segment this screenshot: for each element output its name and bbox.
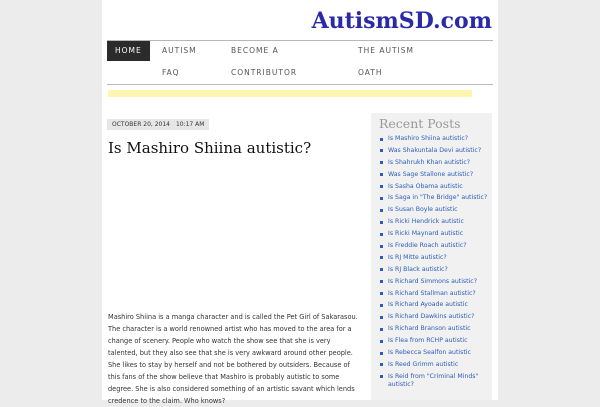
nav-item-become-a-contributor[interactable]: BECOME A <box>231 46 279 55</box>
recent-post-link[interactable]: Is Freddie Roach autistic? <box>380 242 490 250</box>
bullet-icon <box>380 375 383 378</box>
bullet-icon <box>380 340 383 343</box>
bullet-icon <box>380 256 383 259</box>
bullet-icon <box>380 149 383 152</box>
bullet-icon <box>380 209 383 212</box>
page <box>102 0 498 405</box>
nav-item-faq[interactable]: FAQ <box>162 68 180 77</box>
bullet-icon <box>380 173 383 176</box>
bullet-icon <box>380 304 383 307</box>
sidebar <box>371 113 492 400</box>
bullet-icon <box>380 292 383 295</box>
recent-post-link[interactable]: Is Reid from "Criminal Minds" autistic? <box>380 373 490 390</box>
sidebar-title: Recent Posts <box>379 116 461 131</box>
recent-post-link[interactable]: Is Richard Stallman autistic? <box>380 290 490 298</box>
recent-post-link[interactable]: Is Reed Grimm autistic <box>380 361 490 369</box>
recent-post-link[interactable]: Is Sasha Obama autistic <box>380 183 490 191</box>
recent-post-link[interactable]: Is RJ Black autistic? <box>380 266 490 274</box>
post-title[interactable]: Is Mashiro Shiina autistic? <box>108 139 312 157</box>
recent-post-link[interactable]: Is Saga in "The Bridge" autistic? <box>380 194 490 202</box>
nav-item-oath-line[interactable]: OATH <box>358 68 383 77</box>
nav-item-the-autism-oath[interactable]: THE AUTISM <box>358 46 414 55</box>
recent-post-link[interactable]: Is Ricki Hendrick autistic <box>380 218 490 226</box>
bullet-icon <box>380 363 383 366</box>
recent-post-link[interactable]: Is RJ Mitte autistic? <box>380 254 490 262</box>
main-nav <box>107 40 493 85</box>
post-date: OCTOBER 20, 2014 <box>112 121 171 128</box>
bullet-icon <box>380 316 383 319</box>
recent-post-link[interactable]: Is Richard Simmons autistic? <box>380 278 490 286</box>
recent-post-link[interactable]: Is Ricki Maynard autistic <box>380 230 490 238</box>
nav-item-contributor-line[interactable]: CONTRIBUTOR <box>231 68 298 77</box>
site-title[interactable]: AutismSD.com <box>311 8 492 34</box>
bullet-icon <box>380 233 383 236</box>
bullet-icon <box>380 138 383 141</box>
bullet-icon <box>380 221 383 224</box>
recent-post-link[interactable]: Was Sage Stallone autistic? <box>380 171 490 179</box>
recent-post-link[interactable]: Is Richard Branson autistic <box>380 325 490 333</box>
recent-post-link[interactable]: Is Flea from RCHP autistic <box>380 337 490 345</box>
recent-post-link[interactable]: Is Rebecca Sealfon autistic <box>380 349 490 357</box>
bullet-icon <box>380 280 383 283</box>
recent-posts-list <box>380 135 490 393</box>
recent-post-link[interactable]: Was Shakuntala Devi autistic? <box>380 147 490 155</box>
nav-item-home[interactable]: HOME <box>107 41 150 61</box>
bullet-icon <box>380 161 383 164</box>
recent-post-link[interactable]: Is Shahrukh Khan autistic? <box>380 159 490 167</box>
notice-bar <box>108 90 472 97</box>
recent-post-link[interactable]: Is Susan Boyle autistic <box>380 206 490 214</box>
recent-post-link[interactable]: Is Richard Dawkins autistic? <box>380 313 490 321</box>
nav-item-autism[interactable]: AUTISM <box>162 46 197 55</box>
post-date-badge <box>107 119 209 130</box>
bullet-icon <box>380 352 383 355</box>
bullet-icon <box>380 268 383 271</box>
bullet-icon <box>380 245 383 248</box>
recent-post-link[interactable]: Is Mashiro Shiina autistic? <box>380 135 490 143</box>
bullet-icon <box>380 197 383 200</box>
post-time: 10:17 AM <box>175 121 205 128</box>
bullet-icon <box>380 328 383 331</box>
post-body: Mashiro Shiina is a manga character and is called the Pet Girl of Sakarasou. The character is a world renowned artist who has moved to the area for a change of scenery. People who watch the show see that she is very talented, but they also see that she is very awkward around other people. She likes to stay by herself and not be bothered by outsiders. Because of this fans of the show believe that Mashiro is probably autistic to some degree. She is also considered something of an artistic savant which lends credence to the claim. Who knows? <box>108 313 358 405</box>
recent-post-link[interactable]: Is Richard Ayoade autistic <box>380 301 490 309</box>
bullet-icon <box>380 185 383 188</box>
